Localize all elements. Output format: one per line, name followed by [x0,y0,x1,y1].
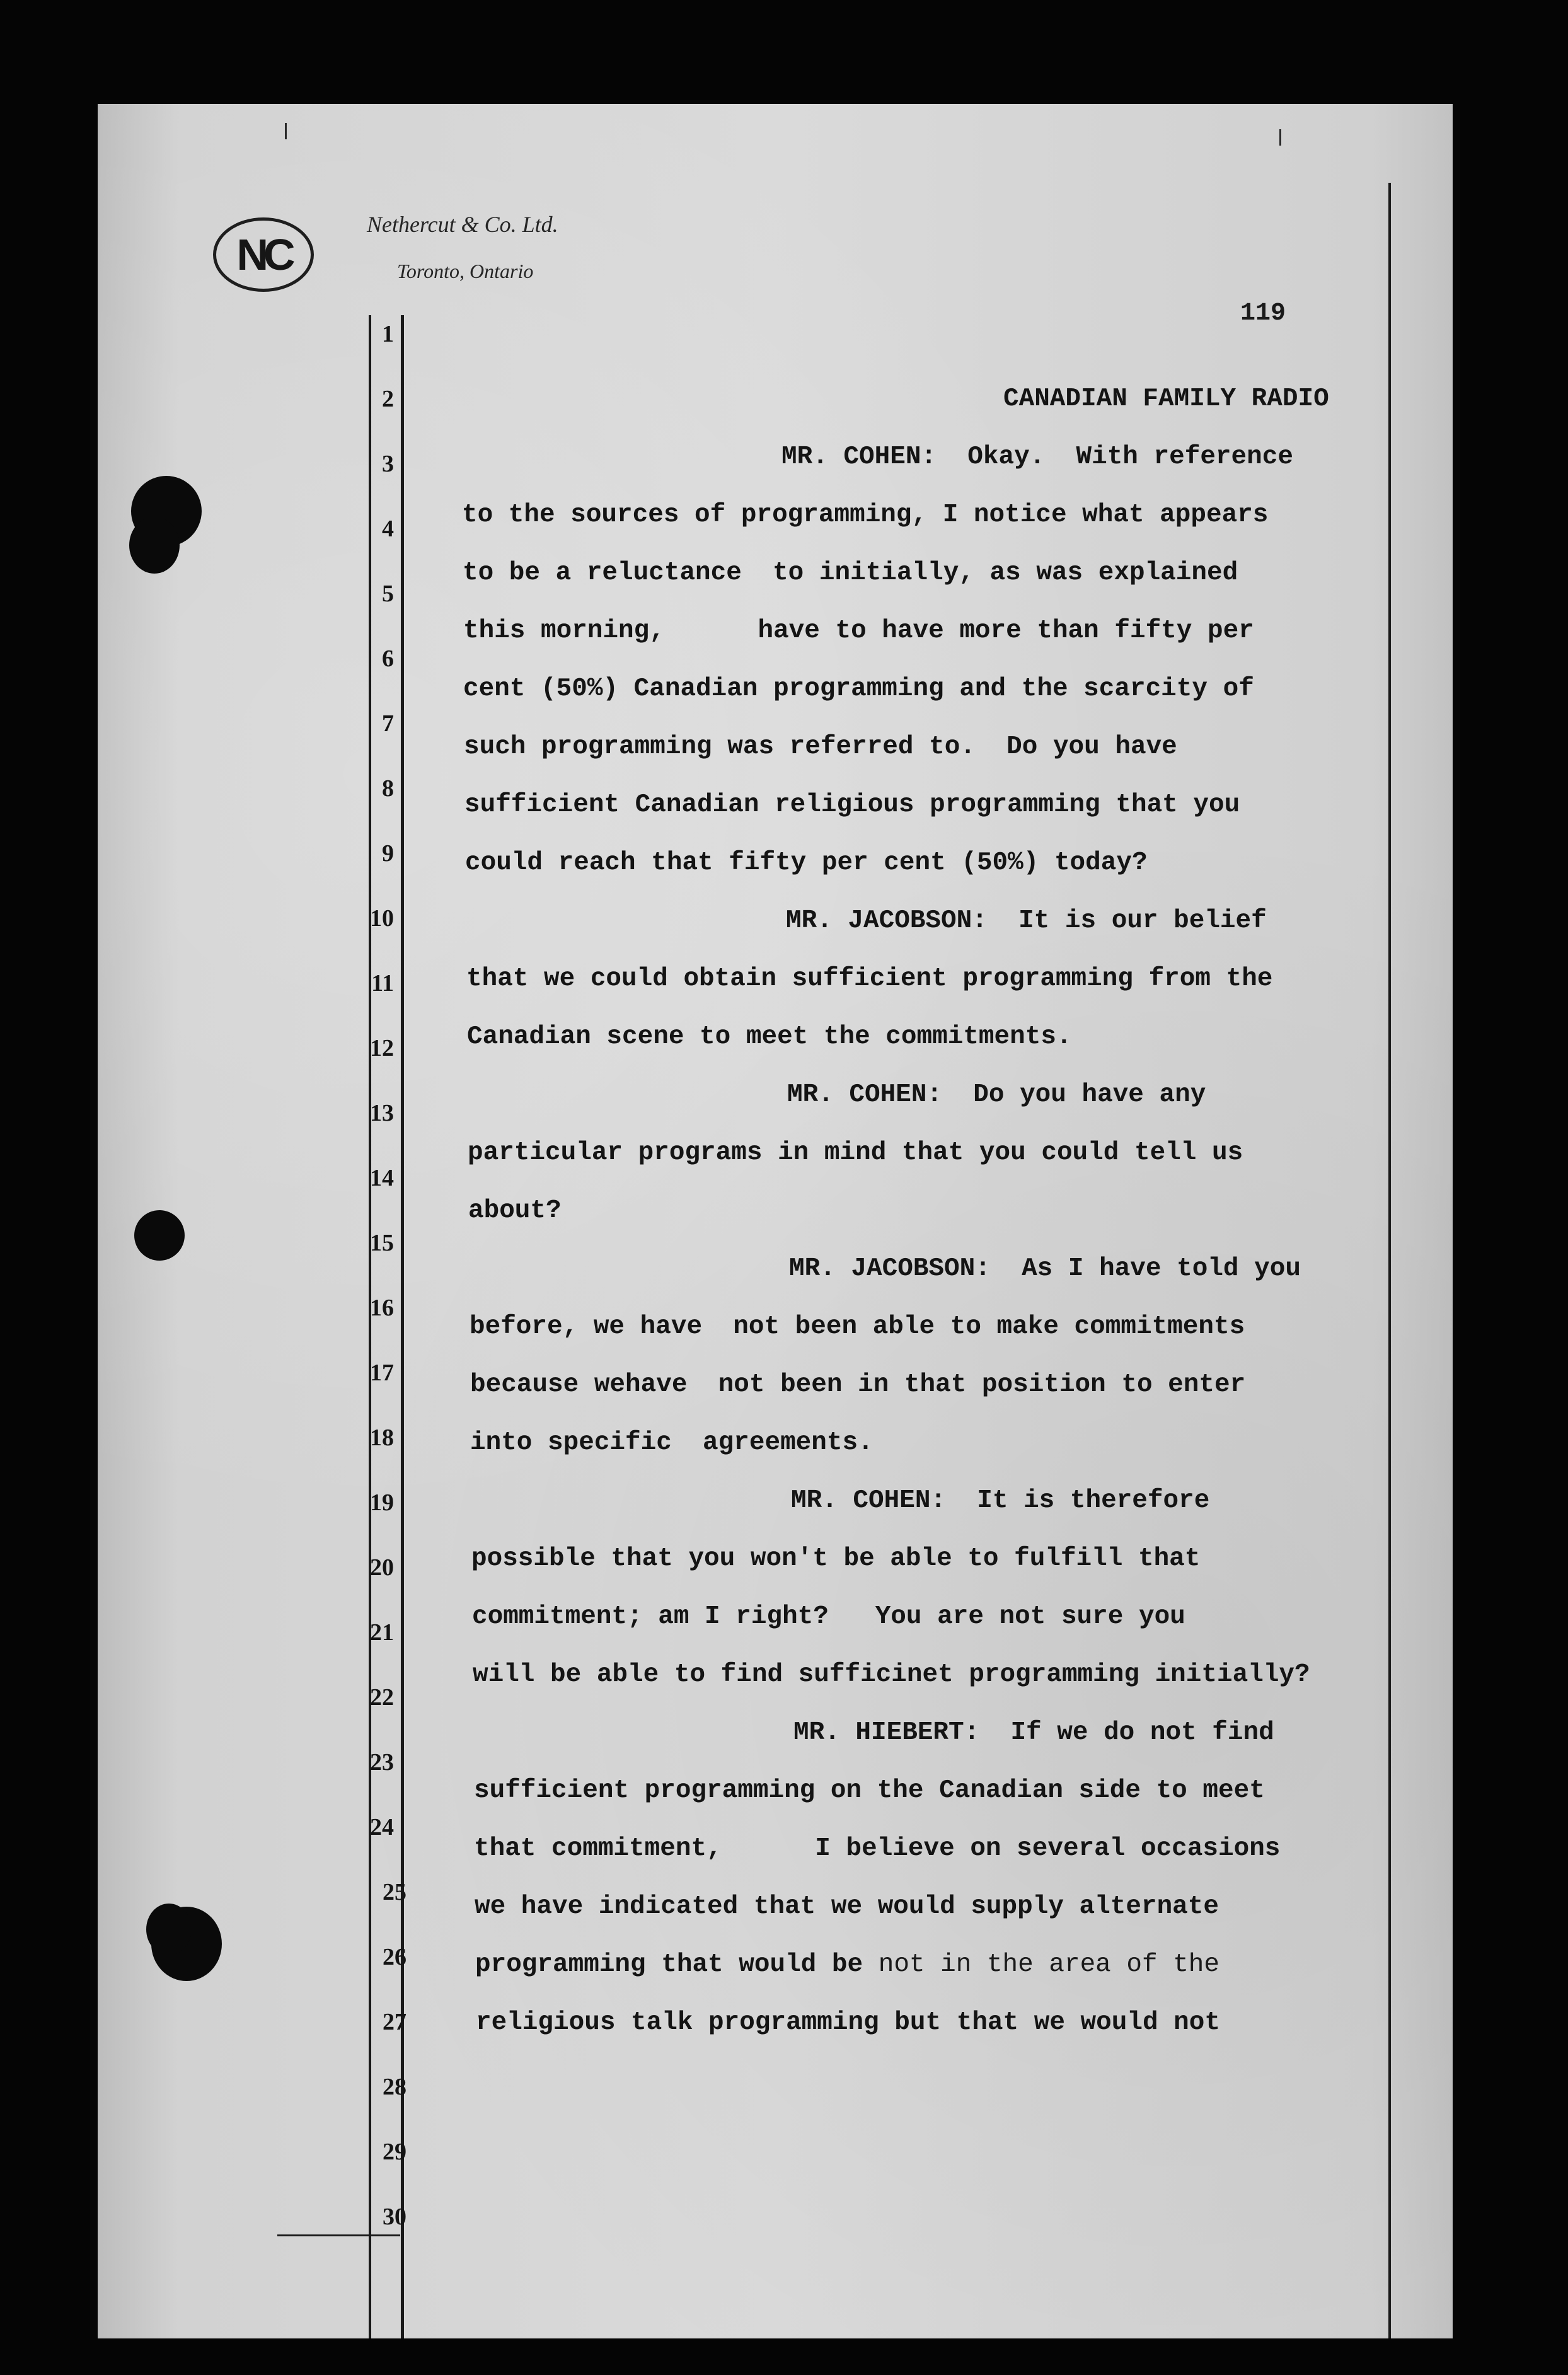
line-number: 11 [371,970,394,997]
line-number: 20 [370,1554,394,1581]
transcript-line [793,1717,1274,1748]
transcript-line [463,557,1238,589]
line-text: into specific agreements. [470,1428,873,1457]
document-heading: CANADIAN FAMILY RADIO [1003,384,1329,413]
transcript-page [98,104,1453,2338]
line-text: commitment; am I right? You are not sure you [472,1602,1185,1631]
transcript-line [466,963,1272,995]
line-number: 19 [370,1489,394,1516]
speaker-name: MR. HIEBERT: [793,1718,980,1747]
line-number: 14 [370,1165,394,1191]
line-number: 22 [370,1684,394,1711]
line-text: If we do not find [979,1718,1274,1747]
line-number: 2 [382,386,394,412]
transcript-line [781,441,1293,473]
transcript-line [786,905,1267,937]
line-text: sufficient Canadian religious programming that you [464,790,1240,819]
line-text: will be able to find sufficinet programming initially? [473,1660,1310,1689]
transcript-line [465,847,1148,879]
binder-hole [146,1904,192,1955]
page-number: 119 [1240,299,1286,328]
speaker-name: MR. JACOBSON: [786,906,988,935]
line-text: Do you have any [942,1080,1206,1109]
transcript-line [470,1427,873,1459]
line-number: 1 [382,321,394,347]
transcript-line [474,1833,1280,1864]
line-number: 24 [370,1814,394,1840]
right-margin-rule [1388,183,1391,2338]
line-text: possible that you won't be able to fulfill that [471,1544,1201,1573]
line-number: 30 [383,2204,406,2230]
line-text: particular programs in mind that you could tell us [468,1138,1243,1167]
transcript-line [474,1775,1265,1806]
line-text: because wehave not been in that position to enter [470,1370,1246,1399]
transcript-line [476,2007,1220,2038]
line-text: that commitment, I believe on several occasions [474,1834,1281,1863]
bottom-line-rule [277,2234,400,2236]
line-number: 13 [370,1100,394,1126]
line-number: 9 [382,840,394,867]
transcript-line [463,615,1254,647]
firm-city: Toronto, Ontario [397,260,534,282]
line-text: religious talk programming but that we would not [476,2008,1220,2037]
line-number: 27 [383,2009,406,2035]
firm-logo: NC [213,217,314,292]
binder-hole [134,1210,185,1261]
line-number: 4 [382,516,394,542]
top-tick-mark [285,123,287,139]
line-text: we have indicated that we would supply alternate [475,1892,1219,1921]
transcript-line [462,499,1268,531]
line-number: 18 [370,1424,394,1451]
transcript-line [468,1137,1243,1169]
transcript-line [475,1891,1219,1922]
transcript-line [471,1543,1200,1575]
line-number: 21 [370,1619,394,1646]
transcript-line [789,1253,1301,1285]
line-text-continuation: not in the area of the [863,1950,1220,1979]
line-number: 7 [382,710,394,737]
line-text: sufficient programming on the Canadian side to meet [474,1776,1265,1805]
line-number: 29 [383,2139,406,2165]
transcript-line [473,1659,1310,1690]
line-number: 8 [382,775,394,802]
transcript-line [468,1195,562,1227]
speaker-name: MR. COHEN: [787,1080,943,1109]
transcript-line [470,1311,1245,1343]
line-text: such programming was referred to. Do you have [464,732,1177,761]
line-number: 10 [370,905,394,932]
line-text: before, we have not been able to make commitments [470,1312,1245,1341]
line-number: 15 [370,1230,394,1256]
line-text: about? [468,1196,562,1225]
line-number: 6 [382,645,394,672]
speaker-name: MR. COHEN: [781,442,937,471]
transcript-line [467,1021,1072,1053]
line-number: 23 [370,1749,394,1776]
line-number: 26 [383,1944,406,1970]
line-text: that we could obtain sufficient programming from the [466,964,1273,993]
speaker-name: MR. COHEN: [791,1486,947,1515]
binder-hole [129,517,180,574]
transcript-line [470,1369,1245,1401]
line-text: could reach that fifty per cent (50%) today? [465,848,1148,877]
line-text: Okay. With reference [937,442,1293,471]
transcript-line [463,673,1254,705]
line-text: this morning, have to have more than fifty per [463,616,1254,645]
line-number: 5 [382,581,394,607]
top-tick-mark [1279,129,1281,146]
line-text: As I have told you [990,1254,1301,1283]
transcript-line [791,1485,1209,1517]
line-text: Canadian scene to meet the commitments. [467,1022,1072,1051]
line-text: It is therefore [946,1486,1210,1515]
speaker-name: MR. JACOBSON: [789,1254,991,1283]
transcript-line [475,1949,1219,1980]
line-text: cent (50%) Canadian programming and the scarcity of [463,674,1254,703]
firm-name: Nethercut & Co. Ltd. [367,212,558,237]
transcript-line [472,1601,1185,1632]
line-number: 28 [383,2074,406,2100]
line-text: It is our belief [987,906,1267,935]
line-number: 12 [370,1035,394,1061]
line-text: to be a reluctance to initially, as was explained [463,558,1238,587]
transcript-line [464,789,1240,821]
line-number: 25 [383,1879,406,1905]
line-text: to the sources of programming, I notice what appears [462,500,1269,529]
transcript-line [464,731,1177,763]
line-number: 17 [370,1360,394,1386]
line-text: programming that would be [475,1950,863,1979]
line-number: 16 [370,1295,394,1321]
transcript-line [787,1079,1206,1111]
line-number: 3 [382,451,394,477]
